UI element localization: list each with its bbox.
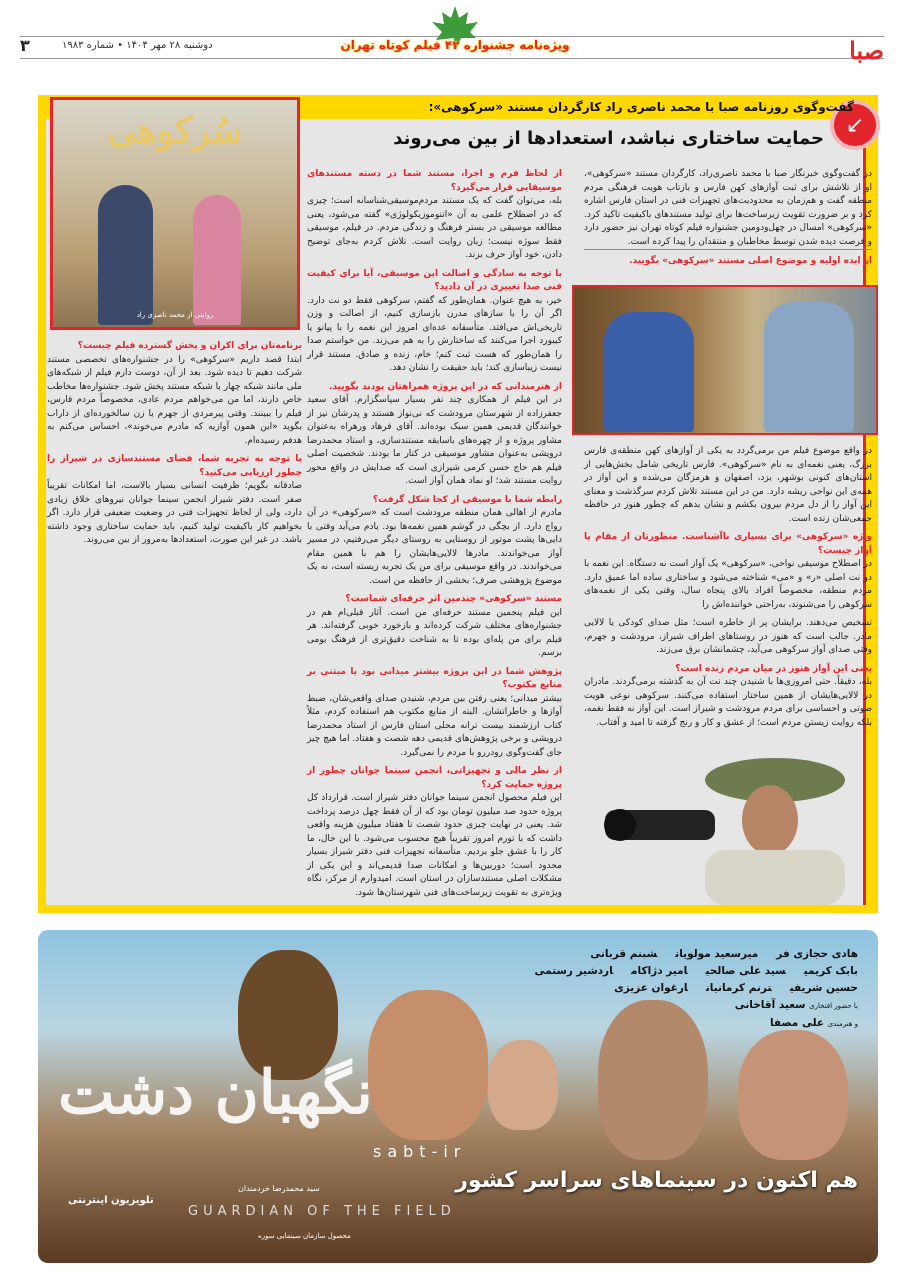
director-interview-photo — [572, 285, 878, 435]
special-issue-title: ویژه‌نامه جشنواره ۴۲ فیلم کوتاه تهران — [340, 38, 570, 52]
page-number: ۳ — [20, 36, 30, 55]
question: از هنرمندانی که در این پروژه همراهتان بودند بگویید. — [328, 381, 562, 392]
article-headline: حمایت ساختاری نباشد، استعدادها از بین می‌روند — [393, 128, 824, 149]
column-right-top — [584, 168, 872, 280]
dateline: دوشنبه ۲۸ مهر ۱۴۰۴ • شماره ۱۹۸۳ — [62, 40, 213, 51]
answer: ابتدا قصد داریم «سرکوهی» را در جشنواره‌های تخصصی مستند شرکت دهیم تا دیده شود. بعد از آن، دوست دارم فیلم از شبکه‌های ملی مانند شبکه چهار یا شبکه مستند پخش شود. جشنواره‌ها مخاطب خاص دارند، اما من می‌خواهم مردم عادی، مخصوصاً مردم فارس، فیلم را ببینند. وقتی پیرمردی از جهرم یا زن سالخورده‌ای از داراب بگوید «این همون آوازیه که مادرم می‌خوند»، احساس می‌کنم به هدفم رسیده‌ام. — [47, 354, 302, 446]
column-left — [47, 340, 302, 905]
cast-credits: هادی حجازی فرمیرسعید مولویانشبنم قربانی بابک کریمیسید علی صالحیامیر دژاکاماردشیر رستمی حسین شریفیترنم کرمانیانارغوان عزیزی با حضور افتخاری سعید آقاخانی و هنرمندی علی مصفا — [534, 948, 858, 1029]
poster-title: سُرکوهی — [107, 110, 243, 152]
actor-figure — [738, 1030, 848, 1160]
answer: در اصطلاح موسیقی نواحی، «سرکوهی» یک آواز است نه دستگاه. این نغمه با دو نت اصلی «ر» و «می» شناخته می‌شود و ساختاری ساده اما عمیق دارد. مردم منطقه، مخصوصاً افراد بالای پنجاه سال، وقتی یکی از نغمه‌های سرکوهی را می‌شنوند، به‌راحتی خواننده‌اش را — [584, 559, 872, 610]
answer: این فیلم محصول انجمن سینما جوانان دفتر شیراز است. قرارداد کل پروژه حدود صد میلیون تومان بود که از آن فقط چهل درصد پرداخت شد. یعنی در نهایت چیزی حدود شصت تا هفتاد میلیون هزینه واقعی داشت که با تورم امروز تقریباً هیچ محسوب می‌شود. با این حال، ما کار را با عشق جلو بردیم. متأسفانه تجهیزات فنی دفتر شیراز بسیار محدود است؛ دوربین‌ها و امکانات صدا قدیمی‌اند و این یکی از مشکلات اصلی مستندسازان در استان است. امیدوارم از مرکز، نگاه ویژه‌تری به تقویت زیرساخت‌های فنی شهرستان‌ها شود. — [307, 793, 562, 898]
question: با توجه به تجربه شما، فضای مستندسازی در شیراز را چطور ارزیابی می‌کنید؟ — [47, 454, 302, 478]
column-middle — [307, 168, 562, 905]
article-lead: در گفت‌وگوی خبرنگار صبا با محمد ناصری‌راد، کارگردان مستند «سرکوهی»، او از تلاشش برای ثبت آوازهای کهن فارس و بازتاب هویت فرهنگی مردم منطقه گفت و هم‌زمان به محدودیت‌های تجهیزات فنی در استان فارس اشاره کرد و بر ضرورت تقویت زیرساخت‌ها برای تولید مستندهای باکیفیت تاکید کرد. «سرکوهی» امسال در چهل‌ودومین جشنواره فیلم کوتاه تهران نیز حضور دارد و فرصت دیده شدن توسط مخاطبان و منتقدان را پیدا کرده است. — [584, 168, 872, 250]
platform-label: تلویزیون اینترنتی — [68, 1195, 154, 1206]
question: از نظر مالی و تجهیزاتی، انجمن سینما جوانان چطور از پروژه حمایت کرد؟ — [307, 766, 562, 790]
question: پژوهش شما در این پروژه بیشتر میدانی بود یا مبتنی بر منابع مکتوب؟ — [307, 666, 562, 690]
film-title-english: GUARDIAN OF THE FIELD — [188, 1204, 456, 1219]
answer: صادقانه بگویم؛ ظرفیت انسانی بسیار بالاست، اما امکانات تقریباً صفر است. دفتر شیراز انجمن سینما جوانان نیروهای خلاق زیادی دارد، ولی از لحاظ تجهیزات فنی در وضعیت ضعیفی قرار دارد. اگر بخواهیم کار باکیفیت تولید کنیم، باید حمایت ساختاری وجود داشته باشد. در غیر این صورت، استعدادها به‌مرور از بین می‌روند. — [47, 481, 302, 545]
column-right — [584, 445, 872, 747]
answer: تشخیص می‌دهند. برایشان پر از خاطره است؛ مثل صدای کودکی یا لالایی مادر. جالب است که هنوز در روستاهای اطراف شیراز، مرودشت و جهرم، وقتی صدای آواز سرکوهی می‌آید، چشمانشان برق می‌زند. — [584, 618, 872, 655]
poster-man-figure — [98, 185, 153, 325]
article-kicker: گفت‌وگوی روزنامه صبا با محمد ناصری راد کارگردان مستند «سرکوهی»: — [428, 100, 854, 114]
film-poster-image — [50, 97, 300, 330]
answer: در این فیلم از همکاری چند نفر بسیار سپاسگزارم. آقای سعید جعفرزاده از شهرستان مرودشت که نی‌نواز هستند و پدرشان نیز از خوانندگان قدیمی همین سبک بوده‌اند. آقای فرهاد ورهراه به‌عنوان مشاور پروژه و از چهره‌های باسابقه مستندسازی، و استاد محمدرضا درویشی به‌عنوان مشاور موسیقی در کنار ما بودند. شخصیت اصلی فیلم هم حاج حسن کرمی شیرازی است که صدایش در واقع محور روایت مستند شد؛ او نماد همان آواز است. — [307, 395, 562, 486]
answer: بله، دقیقاً. حتی امروزی‌ها با شنیدن چند نت آن به گذشته برمی‌گردند. مادران در لالایی‌هایشان از همین ساختار استفاده می‌کنند. سرکوهی نوعی هویت صوتی و احساسی برای مردم مرودشت و شیراز است. این آواز نه فقط نغمه، بلکه روایت زیستن مردم است؛ از عشق و کار و رنج گرفته تا امید و آفتاب. — [584, 677, 872, 728]
question: یعنی این آواز هنوز در میان مردم زنده است؟ — [675, 663, 872, 674]
answer: بله، می‌توان گفت که یک مستند مردم‌موسیقی‌شناسانه است؛ چیزی که در اصطلاح علمی به آن «اتنوموزیکولوژی» گفته می‌شود، یعنی مطالعه موسیقی در بستر فرهنگ و زندگی مردم. در فیلم، موسیقی فقط سوژه نیست؛ زبان روایت است. تلاش کردم به‌جای توضیح دادن، خود آواز حرف بزند. — [307, 196, 562, 260]
film-title-logo: نگهبان دشت — [58, 1058, 373, 1128]
ad-slogan: هم اکنون در سینماهای سراسر کشور — [455, 1168, 858, 1193]
answer: خیر، به هیچ عنوان. همان‌طور که گفتم، سرکوهی فقط دو نت دارد. اگر آن را با سازهای مدرن بازسازی کنیم، از اصالت و وزن تاریخی‌اش می‌افتد. متأسفانه عده‌ای امروز این نغمه را با پیانو یا کیبورد اجرا می‌کنند که ساختارش را به هم می‌زند. من خواستم صدا را همان‌طور که هست ثبت کنم؛ خام، زنده و صادق. مستند قرار نیست زیباسازی کند؛ باید حقیقت را نشان دهد. — [307, 295, 562, 373]
answer: در واقع موضوع فیلم من برمی‌گردد به یکی از آوازهای کهن منطقه‌ی فارس بزرگ، یعنی نغمه‌ای به نام «سرکوهی». فارس تاریخی شامل بخش‌هایی از استان‌های کنونی بوشهر، یزد، اصفهان و هرمزگان می‌شده و این آواز در همه‌ی این نواحی ریشه دارد. من در این مستند تلاش کردم سرگذشت و معنای این آواز را از دل مردم بیرون بکشم و نشان بدهم که چطور هنوز در حافظه جمعی‌شان زنده است. — [584, 446, 872, 524]
poster-woman-figure — [193, 195, 241, 325]
answer: این فیلم پنجمین مستند حرفه‌ای من است. آثار قبلی‌ام هم در جشنواره‌های مختلف شرکت کرده‌اند و بازخورد خوبی گرفته‌اند. هر فیلم برای من پله‌ای بوده تا به شناخت دقیق‌تری از فرهنگ بومی برسم. — [307, 607, 562, 658]
question: رابطه شما با موسیقی از کجا شکل گرفت؟ — [372, 494, 562, 505]
question: با توجه به سادگی و اصالت این موسیقی، آیا برای کیفیت فنی صدا تغییری در آن دادید؟ — [307, 268, 562, 292]
producer-credit: محصول سازمان سینمایی سوره — [258, 1232, 351, 1240]
answer: بیشتر میدانی؛ یعنی رفتن بین مردم، شنیدن صدای واقعی‌شان، ضبط آوازها و خاطراتشان. البته از منابع مکتوب هم استفاده کردم، مثلاً کتاب ارزشمند بیست ترانه محلی استان فارس از استاد محمدرضا درویشی و برخی پژوهش‌های قدیمی دهه شصت و هفتاد. اما هیچ چیز جای گفت‌وگوی رودررو با مردم را نمی‌گیرد. — [307, 693, 562, 758]
actor-figure — [368, 990, 488, 1140]
question: از لحاظ فرم و اجرا، مستند شما در دسته مستندهای موسیقایی قرار می‌گیرد؟ — [307, 169, 562, 193]
watermark: sabt-ir — [373, 1142, 467, 1161]
question: مستند «سرکوهی» چندمین اثر حرفه‌ای شماست؟ — [345, 594, 562, 604]
interview-badge-icon: ↙ — [830, 100, 880, 150]
question: از ایده اولیه و موضوع اصلی مستند «سرکوهی» بگویید. — [629, 256, 872, 266]
answer: مادرم از اهالی همان منطقه مرودشت است که «سرکوهی» در آن رواج دارد. از بچگی در گوشم همین نغمه‌ها بود. یادم می‌آید وقتی با دایی‌ها پشت موتور از روستایی به روستای دیگر می‌رفتیم، در مسیر آواز می‌خواندند. مادرها لالایی‌هایشان را هم با همین مقام می‌خواندند. در واقع موسیقی برای من یک تجربه زیسته است، نه یک موضوع پژوهشی صرف؛ بخشی از حافظه من است. — [307, 508, 562, 586]
film-advertisement[interactable] — [38, 930, 878, 1263]
header-rule-bottom — [20, 58, 884, 59]
question: برنامه‌تان برای اکران و پخش گسترده فیلم چیست؟ — [77, 341, 302, 351]
question: واژه «سرکوهی» برای بسیاری ناآشناست. منظورتان از مقام یا آواز چیست؟ — [584, 532, 872, 556]
poster-credit: روایتی از محمد ناصری راد — [136, 311, 214, 320]
actress-figure — [488, 1040, 558, 1130]
newspaper-logo[interactable]: صبا — [849, 36, 884, 65]
director-credit: سید محمدرضا خردمندان — [238, 1184, 320, 1193]
cameraman-photo — [585, 755, 875, 905]
